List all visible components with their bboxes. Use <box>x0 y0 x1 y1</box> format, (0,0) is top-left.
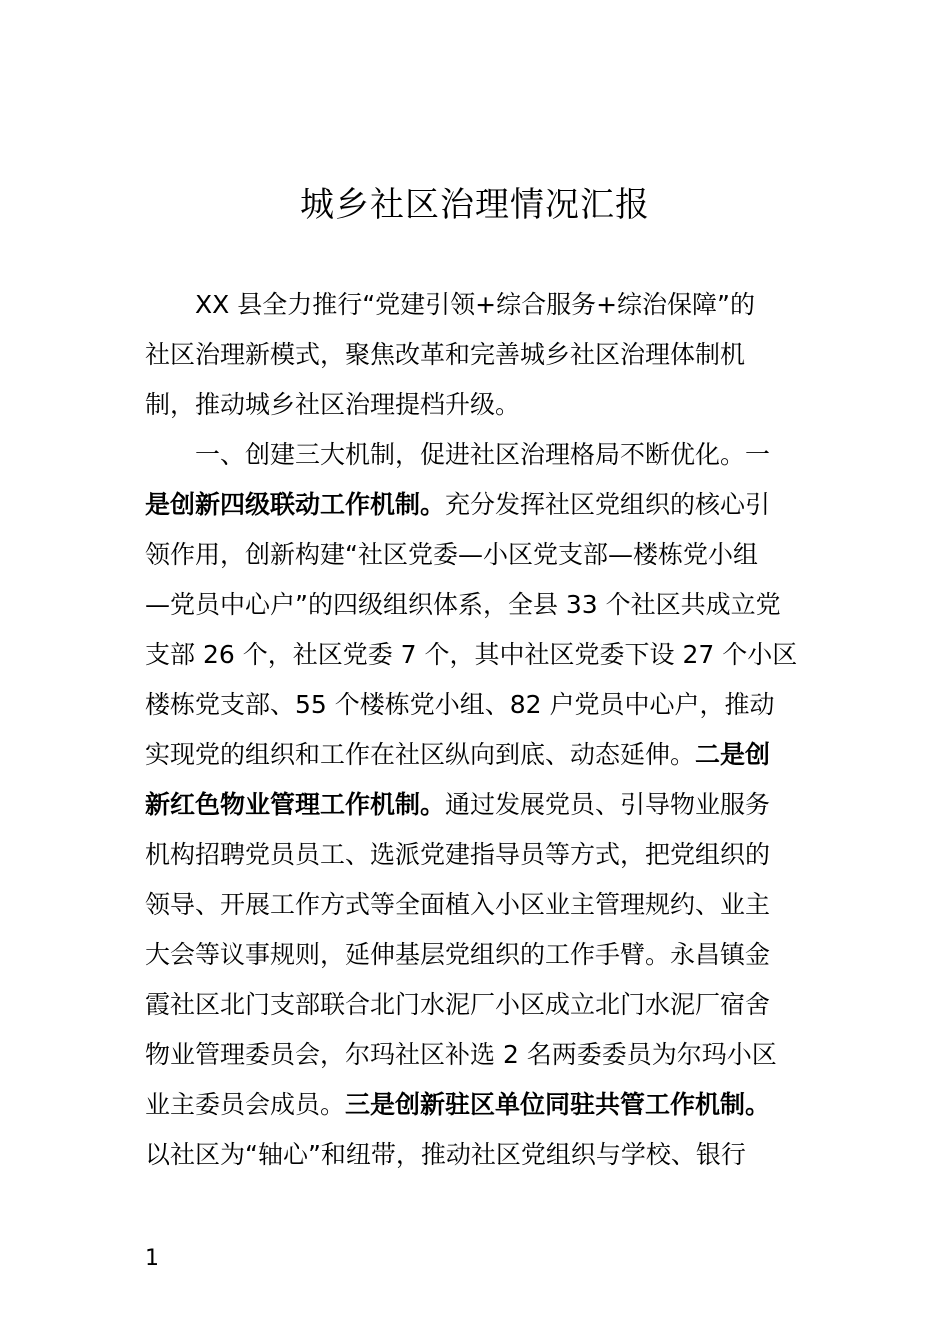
text-line: 霞社区北门支部联合北门水泥厂小区成立北门水泥厂宿舍 <box>145 990 771 1019</box>
text-line: 机构招聘党员员工、选派党建指导员等方式，把党组织的 <box>145 840 771 869</box>
bold-heading: 新红色物业管理工作机制。 <box>145 790 446 819</box>
intro-paragraph <box>145 280 807 430</box>
text-line: 物业管理委员会，尔玛社区补选 2 名两委委员为尔玛小区 <box>145 1040 777 1069</box>
text-segment: 实现党的组织和工作在社区纵向到底、动态延伸。 <box>145 740 696 769</box>
bold-heading: 是创新四级联动工作机制。 <box>145 490 446 519</box>
text-line: XX 县全力推行“党建引领+综合服务+综治保障”的 <box>195 290 755 319</box>
text-line: 一、创建三大机制，促进社区治理格局不断优化。一 <box>195 440 771 469</box>
text-line: 以社区为“轴心”和纽带，推动社区党组织与学校、银行 <box>145 1140 746 1169</box>
text-segment: 通过发展党员、引导物业服务 <box>445 790 771 819</box>
text-segment: 业主委员会成员。 <box>145 1090 346 1119</box>
text-line <box>145 780 807 830</box>
text-line: 领作用，创新构建“社区党委—小区党支部—楼栋党小组 <box>145 540 758 569</box>
text-segment: 充分发挥社区党组织的核心引 <box>445 490 771 519</box>
text-line <box>145 730 807 780</box>
text-line: 楼栋党支部、55 个楼栋党小组、82 户党员中心户，推动 <box>145 690 775 719</box>
page-number: 1 <box>145 1246 159 1271</box>
bold-heading: 二是创 <box>695 740 771 769</box>
text-line: 社区治理新模式，聚焦改革和完善城乡社区治理体制机 <box>145 340 746 369</box>
text-line: 支部 26 个，社区党委 7 个，其中社区党委下设 27 个小区 <box>145 640 798 669</box>
text-line <box>145 1080 807 1130</box>
text-line: 制，推动城乡社区治理提档升级。 <box>145 390 521 419</box>
document-title: 城乡社区治理情况汇报 <box>300 185 650 225</box>
text-line: —党员中心户”的四级组织体系，全县 33 个社区共成立党 <box>145 590 781 619</box>
text-line: 大会等议事规则，延伸基层党组织的工作手臂。永昌镇金 <box>145 940 771 969</box>
section-one-paragraph <box>145 430 807 1180</box>
text-line: 领导、开展工作方式等全面植入小区业主管理规约、业主 <box>145 890 771 919</box>
bold-heading: 三是创新驻区单位同驻共管工作机制。 <box>345 1090 771 1119</box>
text-line <box>145 480 807 530</box>
